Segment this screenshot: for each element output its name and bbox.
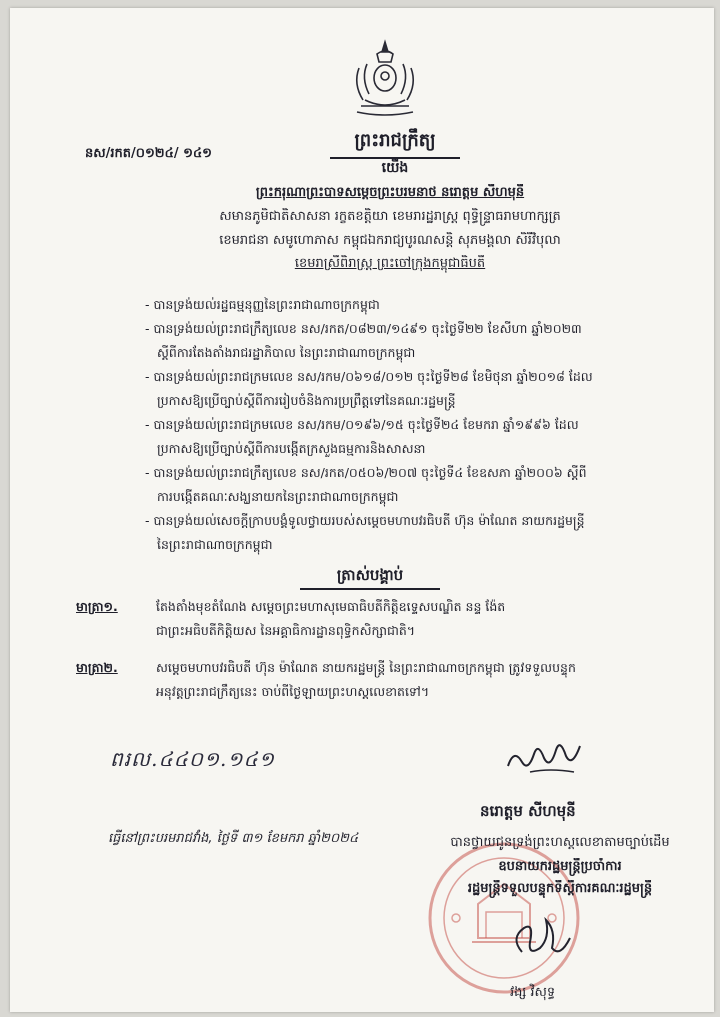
countersign-title-1: ឧបនាយករដ្ឋមន្ត្រីប្រចាំការ — [498, 859, 622, 874]
reference-item — [145, 413, 685, 461]
article-body — [156, 595, 696, 643]
reference-line: - បានទ្រង់យល់ព្រះរាជក្រមលេខ នស/រកម/០៦១៨/០១២ ចុះថ្ងៃទី២៨ ខែមិថុនា ឆ្នាំ២០១៨ ដែល — [145, 369, 593, 384]
article-body — [156, 656, 696, 704]
reference-line: - បានទ្រង់យល់រដ្ឋធម្មនុញ្ញនៃព្រះរាជាណាចក្រកម្ពុជា — [145, 297, 380, 312]
reference-line-continued: ប្រកាសឱ្យប្រើច្បាប់ស្តីពីការរៀបចំនិងការប្រព្រឹត្តទៅនៃគណៈរដ្ឋមន្ត្រី — [157, 393, 456, 408]
article-text-line: ជាព្រះអធិបតីកិត្តិយស នៃអគ្គាធិការដ្ឋានពុទ្ធិកសិក្សាជាតិ។ — [156, 623, 416, 638]
decision-heading: ត្រាស់បង្គាប់ — [300, 566, 440, 590]
reference-line: - បានទ្រង់យល់ព្រះរាជក្រឹត្យលេខ នស/រកត/០៥០៦/២០៧ ចុះថ្ងៃទី៤ ខែឧសភា ឆ្នាំ២០០៦ ស្តីពី — [145, 465, 587, 480]
article-text-line: សម្តេចមហាបវរធិបតី ហ៊ុន ម៉ាណែត នាយករដ្ឋមន្ត្រី នៃព្រះរាជាណាចក្រកម្ពុជា ត្រូវទទួលបន្ទុក — [156, 660, 576, 675]
reference-line-continued: ប្រកាសឱ្យប្រើច្បាប់ស្តីពីការបង្កើតក្រសួងធម្មការនិងសាសនា — [157, 441, 426, 456]
king-title-line-3: ខេមរាជនា សមូហោភាស កម្ពុជឯករាជ្យបូរណសន្តិ សុភមង្គលា សិរីវិបុលា — [219, 233, 561, 248]
article-label: មាត្រា២. — [76, 660, 118, 675]
king-name: នរោត្តម សីហមុនី — [480, 802, 576, 820]
reference-line-continued: ស្តីពីការតែងតាំងរាជរដ្ឋាភិបាល នៃព្រះរាជាណាចក្រកម្ពុជា — [157, 345, 416, 360]
decree-page — [10, 8, 714, 1012]
reference-line-continued: ការបង្កើតគណៈសង្ឃនាយកនៃព្រះរាជាណាចក្រកម្ពុជា — [157, 489, 399, 504]
reference-line: - បានទ្រង់យល់ព្រះរាជក្រមលេខ នស/រកម/០១៩៦/១៥ ចុះថ្ងៃទី២៤ ខែមករា ឆ្នាំ១៩៩៦ ដែល — [145, 417, 579, 432]
reference-line: - បានទ្រង់យល់សេចក្តីក្រាបបង្គំទូលថ្វាយរបស់សម្តេចមហាបវរធិបតី ហ៊ុន ម៉ាណែត នាយករដ្ឋមន្ត្រី — [145, 513, 585, 528]
references-list — [145, 293, 685, 557]
document-number: នស/រកត/០១២៤/ ១៤១ — [85, 146, 212, 161]
reference-line: - បានទ្រង់យល់ព្រះរាជក្រឹត្យលេខ នស/រកត/០៨២៣/១៤៩១ ចុះថ្ងៃទី២២ ខែសីហា ឆ្នាំ២០២៣ — [145, 321, 582, 336]
reference-item — [145, 317, 685, 365]
article-text-line: តែងតាំងមុខតំណែង សម្តេចព្រះមហាសុមេធាធិបតីកិត្តិឧទ្ទេសបណ្ឌិត នន្ទ ង៉ែត — [156, 599, 506, 614]
king-title-line-1: ព្រះករុណាព្រះបាទសម្តេចព្រះបរមនាថ នរោត្តម សីហមុនី — [255, 185, 525, 200]
reference-line-continued: នៃព្រះរាជាណាចក្រកម្ពុជា — [157, 537, 273, 552]
countersign-note: បានថ្វាយជូនទ្រង់ព្រះហស្តលេខាតាមច្បាប់ដើម — [450, 835, 670, 850]
king-title-line-2: សមានភូមិជាតិសាសនា រក្ខតខត្តិយា ខេមរារដ្ឋរាស្ត្រ ពុទ្ធិន្ទ្រាធរាមហាក្សត្រ — [219, 209, 561, 224]
king-title-line-4: ខេមរាស្រីពិរាស្ត្រ ព្រះចៅក្រុងកម្ពុជាធិបតី — [294, 256, 486, 271]
reference-item — [145, 509, 685, 557]
document-type-title: ព្រះរាជក្រឹត្យ — [330, 128, 460, 159]
handwritten-registration-number: ពរល.៤៤០១.១៤១ — [110, 747, 275, 771]
countersign-title-2: រដ្ឋមន្ត្រីទទួលបន្ទុកទីស្តីការគណៈរដ្ឋមន្ត្រី — [467, 881, 653, 896]
reference-item — [145, 365, 685, 413]
king-signature-icon — [500, 728, 590, 778]
royal-emblem-icon — [347, 38, 423, 118]
date-line: ធ្វើនៅព្រះបរមរាជវាំង, ថ្ងៃទី ៣១ ខែមករា ឆ្នាំ២០២៤ — [108, 831, 359, 846]
we-heading: យើង — [381, 160, 409, 176]
reference-item — [145, 293, 685, 317]
reference-item — [145, 461, 685, 509]
article-label: មាត្រា១. — [76, 599, 118, 614]
minister-signature-icon — [500, 908, 580, 968]
minister-name: វង្ស វិសុទ្ធ — [510, 985, 556, 1000]
article-text-line: អនុវត្តព្រះរាជក្រឹត្យនេះ ចាប់ពីថ្ងៃឡាយព្រះហស្តលេខាតទៅ។ — [156, 684, 430, 699]
